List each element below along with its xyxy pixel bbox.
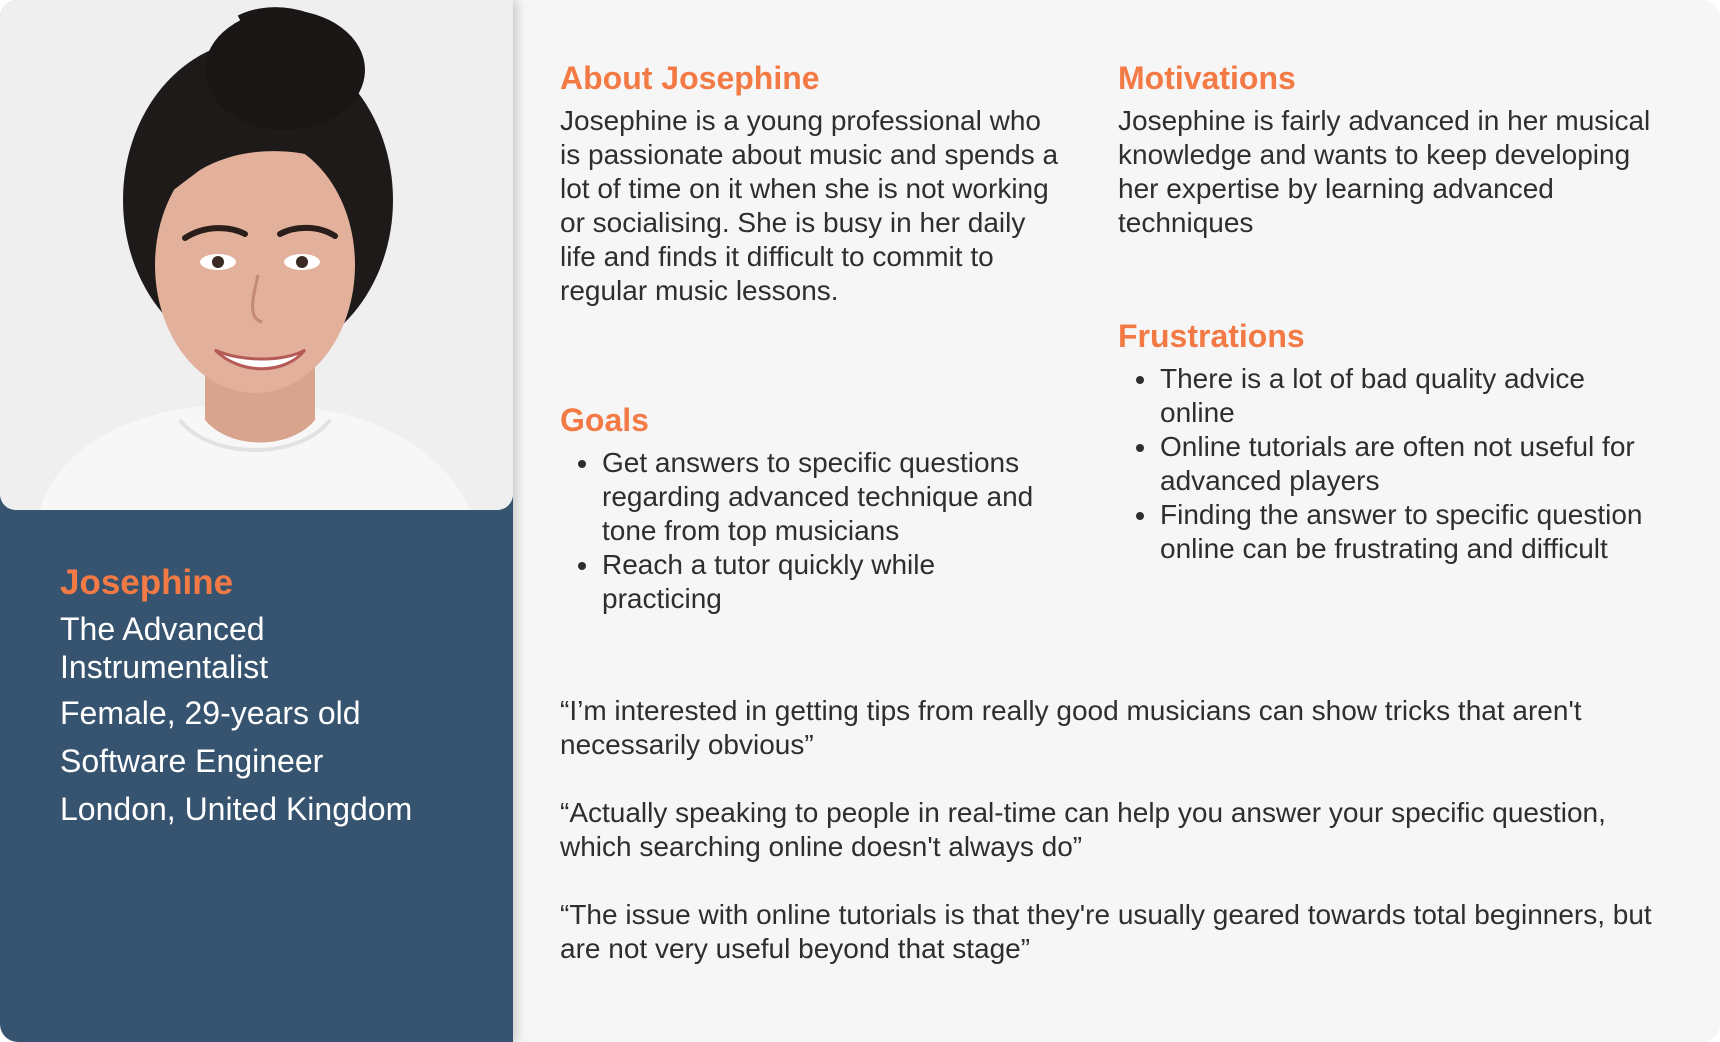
frustrations-heading: Frustrations (1118, 318, 1305, 354)
persona-location: London, United Kingdom (60, 791, 413, 827)
about-body: Josephine is a young professional who is passionate about music and spends a lot of time on it when she is not working or socialising. She is busy in her daily life and finds it difficult to commit to regular music lessons. (560, 105, 1059, 306)
goals-heading: Goals (560, 402, 649, 438)
motivations-body: Josephine is fairly advanced in her musical knowledge and wants to keep developing her expertise by learning advanced techniques (1118, 105, 1651, 238)
frustrations-section (1118, 316, 1658, 566)
frustration-item: There is a lot of bad quality advice online (1160, 362, 1658, 430)
about-heading: About Josephine (560, 60, 820, 96)
goals-section (560, 400, 1060, 616)
motivations-heading: Motivations (1118, 60, 1296, 96)
quote-item: “Actually speaking to people in real-time can help you answer your specific question, which searching online doesn't always do” (560, 797, 1606, 862)
about-section (560, 58, 1060, 308)
quote-item: “I’m interested in getting tips from really good musicians can show tricks that aren't necessarily obvious” (560, 695, 1582, 760)
profile-info (60, 562, 490, 838)
persona-name: Josephine (60, 563, 234, 602)
profile-panel (0, 0, 513, 1042)
frustrations-list (1118, 362, 1658, 566)
goals-list (560, 446, 1060, 616)
frustration-item: Finding the answer to specific question online can be frustrating and difficult (1160, 498, 1658, 566)
persona-archetype-line2: Instrumentalist (60, 649, 269, 685)
quote-item: “The issue with online tutorials is that they're usually geared towards total beginners, but are not very useful beyond that stage” (560, 899, 1652, 964)
persona-photo (0, 0, 513, 510)
quotes-section (560, 694, 1680, 1000)
persona-demographics: Female, 29-years old (60, 695, 361, 731)
goal-item: Reach a tutor quickly while practicing (602, 548, 1060, 616)
frustration-item: Online tutorials are often not useful for advanced players (1160, 430, 1658, 498)
goal-item: Get answers to specific questions regarding advanced technique and tone from top musicians (602, 446, 1060, 548)
motivations-section (1118, 58, 1658, 240)
persona-archetype-line1: The Advanced (60, 611, 265, 647)
persona-archetype (60, 610, 490, 686)
persona-occupation: Software Engineer (60, 743, 324, 779)
